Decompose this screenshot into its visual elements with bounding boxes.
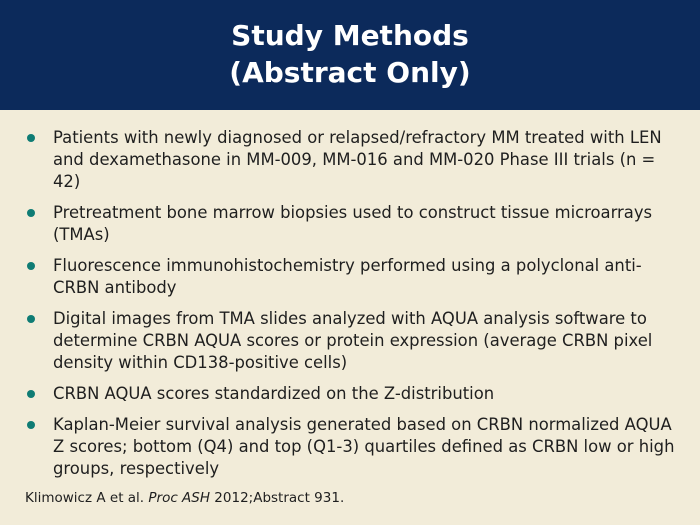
bullet-dot-icon <box>27 134 35 142</box>
bullet-item <box>0 127 700 193</box>
bullet-text: Digital images from TMA slides analyzed with AQUA analysis software to determine CRBN AQUA scores or protein expression (average CRBN pixel density within CD138-positive cells) <box>53 309 653 372</box>
bullet-text: Fluorescence immunohistochemistry performed using a polyclonal anti-CRBN antibody <box>53 256 642 297</box>
title-banner <box>0 0 700 110</box>
bullet-item <box>0 255 700 299</box>
bullet-dot-icon <box>27 315 35 323</box>
citation-authors: Klimowicz A et al. <box>25 490 149 506</box>
citation-details: 2012;Abstract 931. <box>210 490 345 506</box>
bullet-list <box>0 127 700 489</box>
bullet-dot-icon <box>27 262 35 270</box>
bullet-item <box>0 202 700 246</box>
bullet-text: Pretreatment bone marrow biopsies used to construct tissue microarrays (TMAs) <box>53 203 653 244</box>
bullet-dot-icon <box>27 421 35 429</box>
bullet-item <box>0 414 700 480</box>
bullet-dot-icon <box>27 390 35 398</box>
bullet-text: CRBN AQUA scores standardized on the Z-distribution <box>53 384 495 403</box>
slide-title-line-1: Study Methods <box>231 19 469 52</box>
citation-footnote <box>25 489 344 507</box>
bullet-dot-icon <box>27 209 35 217</box>
slide-title-line-2: (Abstract Only) <box>229 56 471 89</box>
bullet-item <box>0 308 700 374</box>
bullet-text: Kaplan-Meier survival analysis generated based on CRBN normalized AQUA Z scores; bottom (Q4) and top (Q1-3) quartiles defined as CRBN low or high groups, respectively <box>53 415 675 478</box>
bullet-item <box>0 383 700 405</box>
bullet-text: Patients with newly diagnosed or relapsed/refractory MM treated with LEN and dexamethasone in MM-009, MM-016 and MM-020 Phase III trials (n = 42) <box>53 128 662 191</box>
citation-journal: Proc ASH <box>148 490 211 506</box>
